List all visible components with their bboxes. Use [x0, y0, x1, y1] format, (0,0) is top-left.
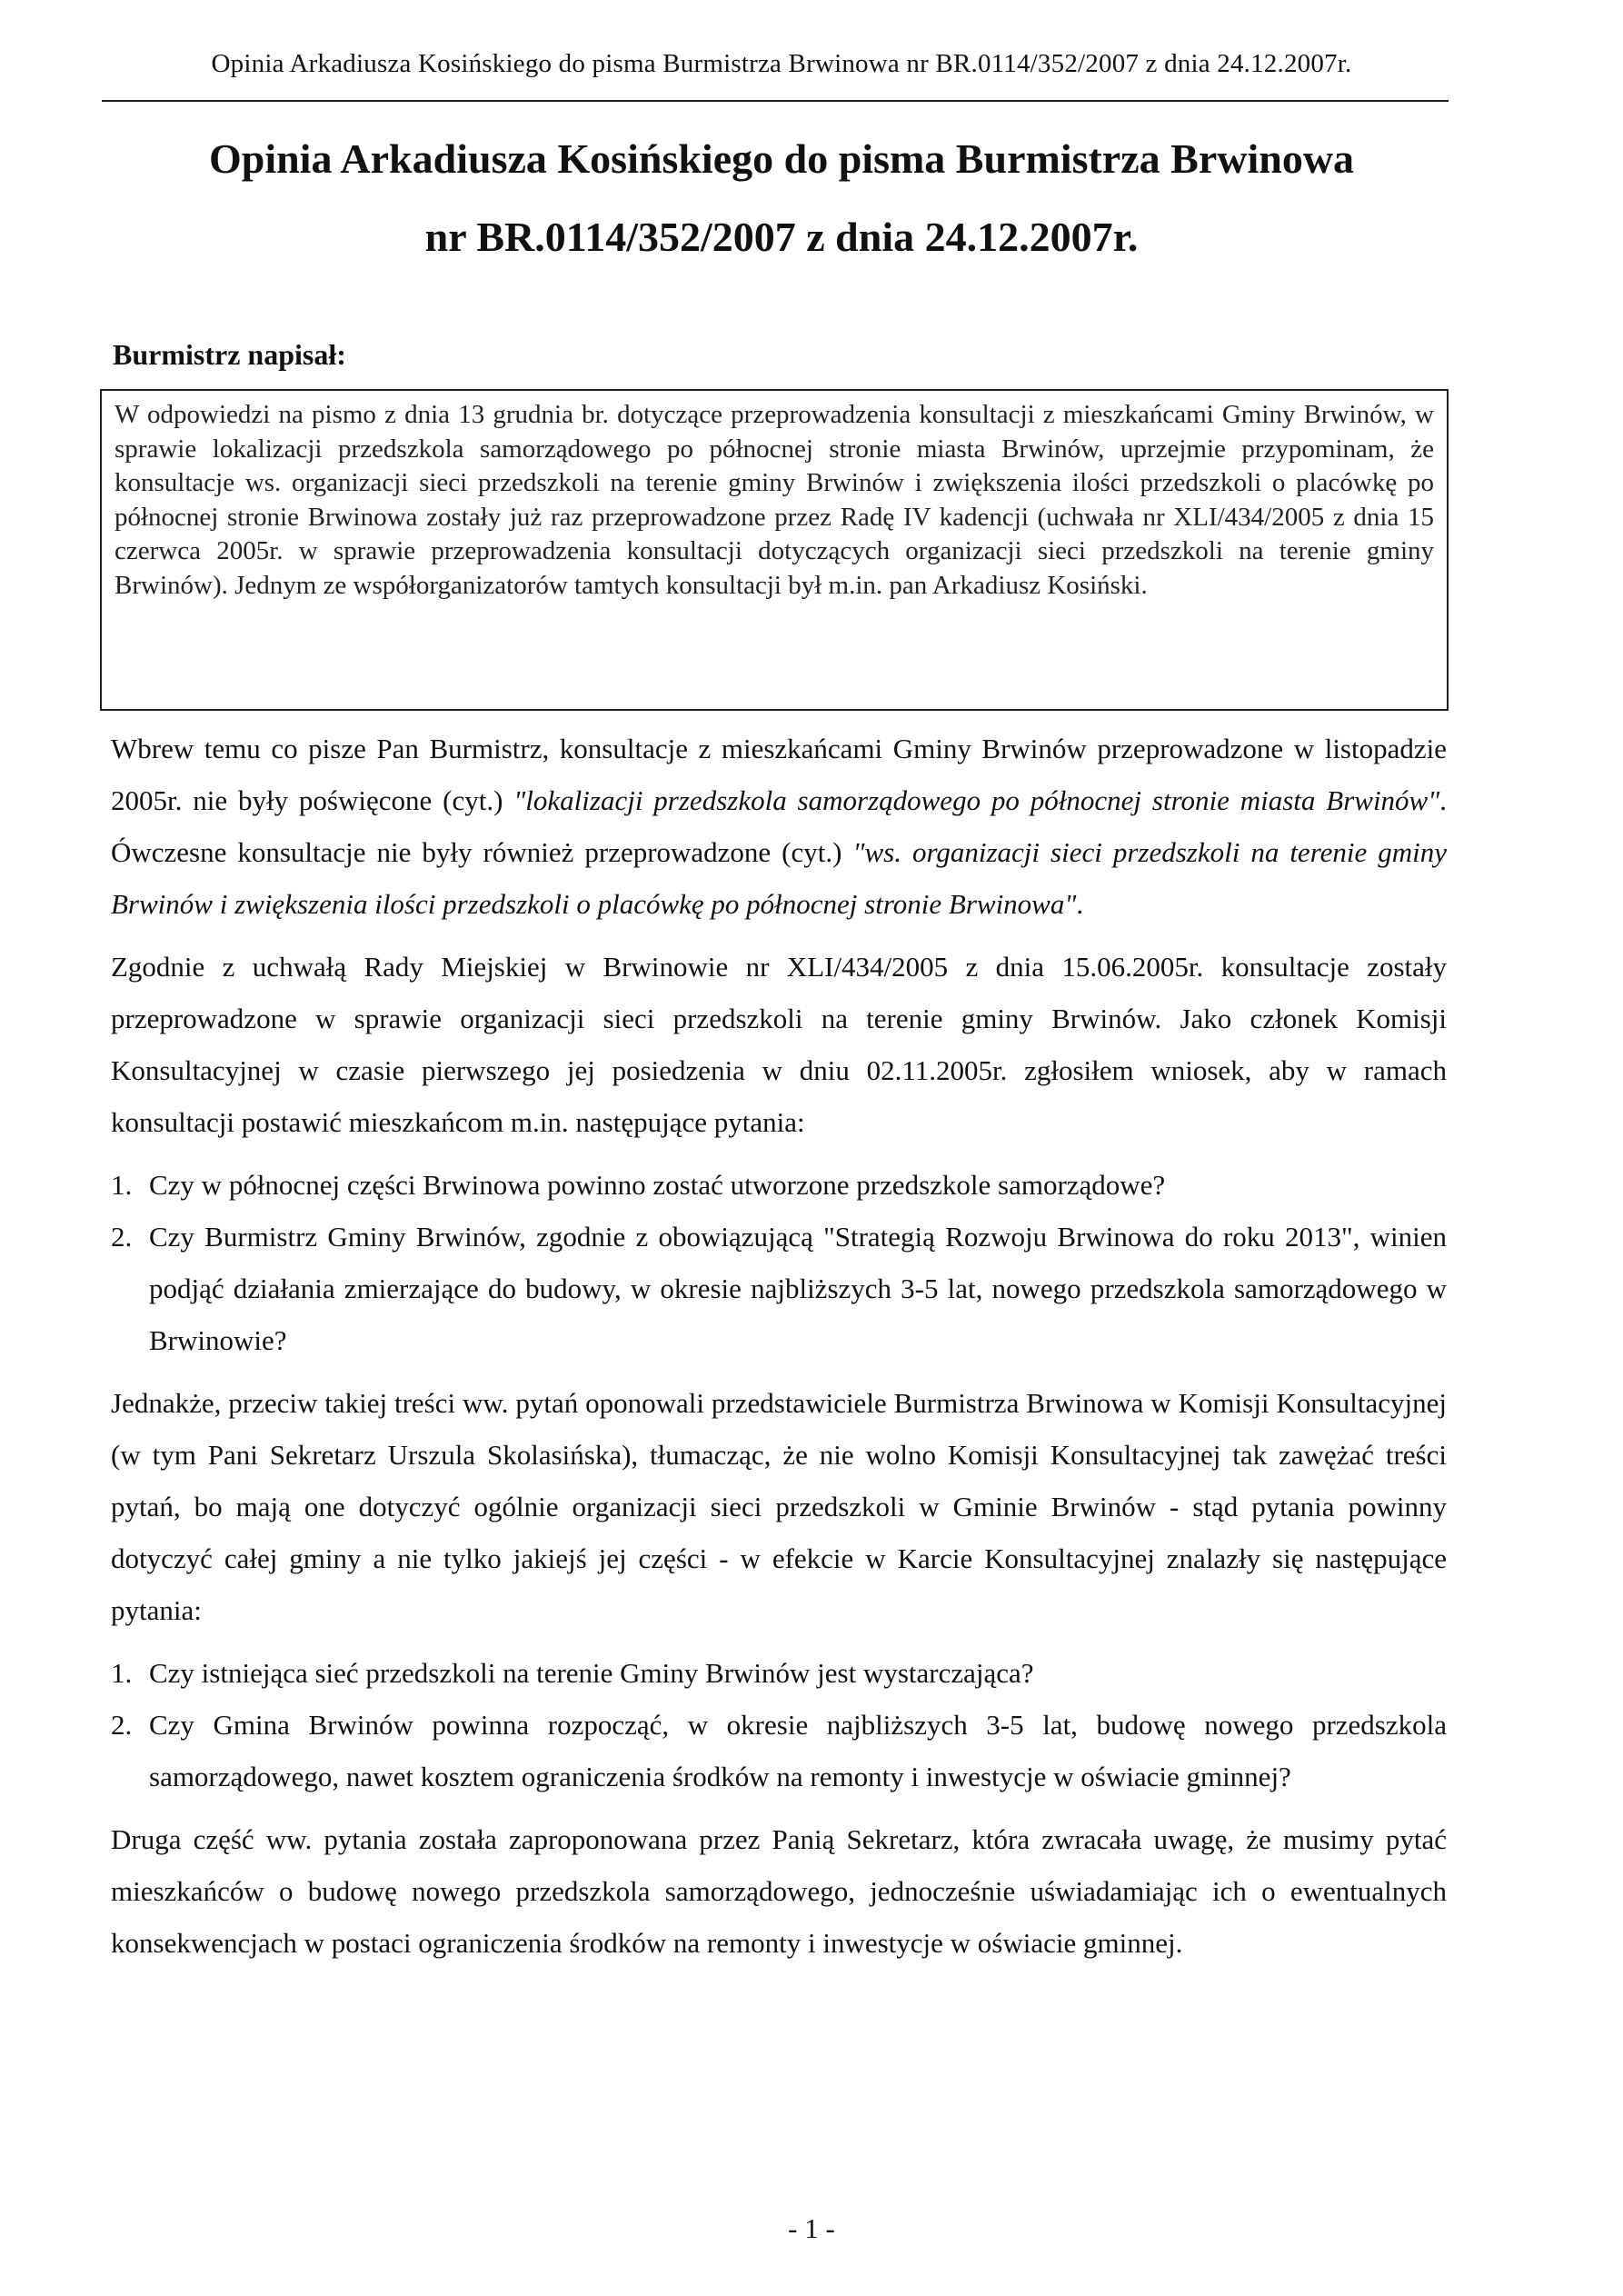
paragraph-1: [111, 723, 1447, 930]
list-item: [111, 1159, 1447, 1211]
body-text: [111, 723, 1447, 1980]
section-label: Burmistrz napisał:: [113, 338, 346, 371]
title-line-1: Opinia Arkadiusza Kosińskiego do pisma Burmistrza Brwinowa: [208, 135, 1355, 182]
paragraph-2: Zgodnie z uchwałą Rady Miejskiej w Brwinowie nr XLI/434/2005 z dnia 15.06.2005r. konsultacje zostały przeprowadzone w sprawie organizacji sieci przedszkoli na terenie gminy Brwinów. Jako członek Komisji Konsultacyjnej w czasie pierwszego jej posiedzenia w dniu 02.11.2005r. zgłosiłem wniosek, aby w ramach konsultacji postawić mieszkańcom m.in. następujące pytania:: [111, 951, 1447, 1138]
paragraph-1-quote-a: "lokalizacji przedszkola samorządowego po północnej stronie miasta Brwinów": [513, 784, 1440, 816]
page-number: - 1 -: [788, 2212, 835, 2244]
list-item-text: Czy Burmistrz Gminy Brwinów, zgodnie z obowiązującą "Strategią Rozwoju Brwinowa do roku 2013", winien podjąć działania zmierzające do budowy, w okresie najbliższych 3-5 lat, nowego przedszkola samorządowego w Brwinowie?: [149, 1221, 1447, 1356]
paragraph-1-text-a: Wbrew temu co pisze Pan Burmistrz, konsultacje z mieszkańcami Gminy Brwinów przeprowadzone w listopadzie 2005r. nie były poświęcone (cyt.): [111, 733, 1447, 816]
quoted-letter-box: W odpowiedzi na pismo z dnia 13 grudnia br. dotyczące przeprowadzenia konsultacji z mieszkańcami Gminy Brwinów, w sprawie lokalizacji przedszkola samorządowego po północnej stronie miasta Brwinów, uprzejmie przypominam, że konsultacje ws. organizacji sieci przedszkoli na terenie gminy Brwinów i zwiększenia ilości przedszkoli o placówkę po północnej stronie Brwinowa zostały już raz przeprowadzone przez Radę IV kadencji (uchwała nr XLI/434/2005 z dnia 15 czerwca 2005r. w sprawie przeprowadzenia konsultacji dotyczących organizacji sieci przedszkoli na terenie gminy Brwinów). Jednym ze współorganizatorów tamtych konsultacji był m.in. pan Arkadiusz Kosiński.: [100, 389, 1449, 711]
final-questions-list: [111, 1647, 1447, 1802]
list-item-text: Czy w północnej części Brwinowa powinno zostać utworzone przedszkole samorządowe?: [149, 1169, 1166, 1201]
list-item-number: 1.: [111, 1169, 133, 1201]
list-item-number: 2.: [111, 1709, 133, 1741]
paragraph-1-text-b: . Ówczesne konsultacje nie były również przeprowadzone (cyt.): [111, 784, 1447, 868]
list-item: [111, 1647, 1447, 1699]
header-divider: [102, 100, 1449, 102]
list-item-number: 2.: [111, 1221, 133, 1253]
paragraph-1-text-c: .: [1076, 888, 1084, 920]
list-item: [111, 1699, 1447, 1802]
paragraph-3: Jednakże, przeciw takiej treści ww. pytań oponowali przedstawiciele Burmistrza Brwinowa w Komisji Konsultacyjnej (w tym Pani Sekretarz Urszula Skolasińska), tłumacząc, że nie wolno Komisji Konsultacyjnej tak zawężać treści pytań, bo mają one dotyczyć ogólnie organizacji sieci przedszkoli w Gminie Brwinów - stąd pytania powinny dotyczyć całej gminy a nie tylko jakiejś jej części - w efekcie w Karcie Konsultacyjnej znalazły się następujące pytania:: [111, 1387, 1447, 1626]
list-item-number: 1.: [111, 1657, 133, 1689]
paragraph-1-quote-b: "ws. organizacji sieci przedszkoli na terenie gminy Brwinów i zwiększenia ilości przedszkoli o placówkę po północnej stronie Brwinowa": [111, 836, 1447, 920]
running-header: Opinia Arkadiusza Kosińskiego do pisma Burmistrza Brwinowa nr BR.0114/352/2007 z dnia 24.12.2007r.: [211, 49, 1352, 78]
list-item: [111, 1211, 1447, 1366]
title-line-2: nr BR.0114/352/2007 z dnia 24.12.2007r.: [424, 214, 1139, 260]
paragraph-4: Druga część ww. pytania została zaproponowana przez Panią Sekretarz, która zwracała uwagę, że musimy pytać mieszkańców o budowę nowego przedszkola samorządowego, jednocześnie uświadamiając ich o ewentualnych konsekwencjach w postaci ograniczenia środków na remonty i inwestycje w oświacie gminnej.: [111, 1823, 1447, 1959]
list-item-text: Czy istniejąca sieć przedszkoli na terenie Gminy Brwinów jest wystarczająca?: [149, 1657, 1034, 1689]
list-item-text: Czy Gmina Brwinów powinna rozpocząć, w okresie najbliższych 3-5 lat, budowę nowego przedszkola samorządowego, nawet kosztem ograniczenia środków na remonty i inwestycje w oświacie gminnej?: [149, 1709, 1447, 1792]
proposed-questions-list: [111, 1159, 1447, 1366]
page-title: [118, 120, 1445, 276]
